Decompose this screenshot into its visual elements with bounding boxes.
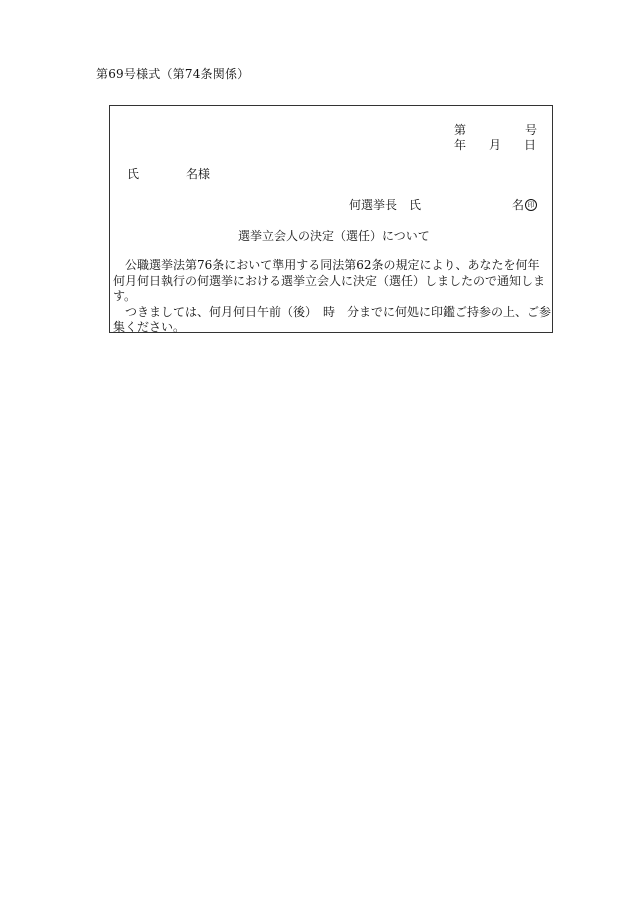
date-year: 年 [454,138,467,152]
sender-given-name: 名 [512,198,525,212]
date-day: 日 [524,138,537,152]
body-paragraph-1: 公職選挙法第76条において準用する同法第62条の規定により、あなたを何年何月何日執行の何選挙における選挙立会人に決定（選任）しましたので通知します。 [113,258,546,303]
sender-title: 何選挙長 氏 [349,198,422,212]
addressee-given-name: 名様 [186,167,211,181]
body-paragraph-2: つきましては、何月何日午前（後） 時 分までに何処に印鑑ご持参の上、ご参集ください。 [113,304,552,334]
notice-body [113,258,551,336]
number-prefix: 第 [454,123,467,137]
addressee-surname: 氏 [127,167,140,181]
notice-subject: 選挙立会人の決定（選任）について [238,229,430,243]
sender-name [512,198,537,212]
seal-mark: 印 [525,199,537,211]
number-suffix: 号 [525,123,538,137]
form-number-label: 第69号様式（第74条関係） [96,67,250,81]
date-month: 月 [489,138,502,152]
